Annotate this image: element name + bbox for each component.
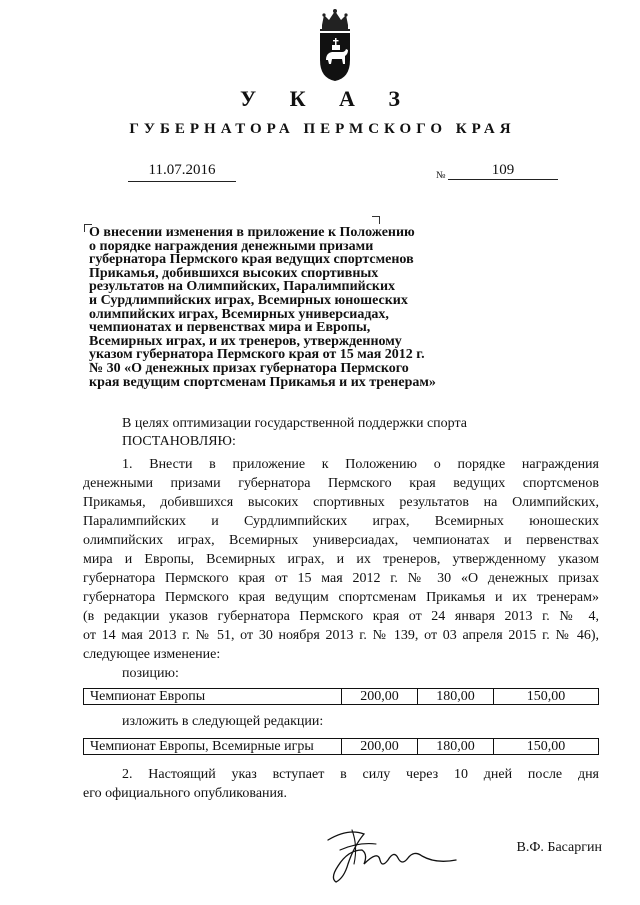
subject-line: указом губернатора Пермского края от 15 мая 2012 г. xyxy=(89,347,425,363)
item2-line: его официального опубликования. xyxy=(83,786,287,801)
subject-line: губернатора Пермского края ведущих спортсменов xyxy=(89,252,414,268)
subject-line: края ведущим спортсменам Прикамья и их тренерам» xyxy=(89,374,436,390)
item1-line: мира и Европы, Всемирных играх, и их тренеров, утвержденному указом xyxy=(83,552,599,567)
item1-line: 1. Внести в приложение к Положению о порядке награждения xyxy=(122,457,599,472)
subject-line: О внесении изменения в приложение к Положению xyxy=(89,225,415,240)
table-cell-amount-3: 150,00 xyxy=(526,739,566,754)
intro-text: В целях оптимизации государственной поддержки спорта xyxy=(122,416,467,431)
table-cell-amount-3: 150,00 xyxy=(526,689,566,704)
handwritten-signature xyxy=(318,820,460,890)
coat-of-arms-icon xyxy=(312,8,358,82)
number-underline xyxy=(448,179,558,180)
signer-name: В.Ф. Басаргин xyxy=(516,840,602,855)
position-label: позицию: xyxy=(122,666,179,681)
prize-table-new xyxy=(83,738,599,755)
item1-line: (в редакции указов губернатора Пермского края от 24 января 2013 г. № 4, xyxy=(83,609,599,624)
table-cell-competition: Чемпионат Европы, Всемирные игры xyxy=(84,739,342,754)
item1-line: олимпийских играх, Всемирных универсиадах, чемпионатах и первенствах xyxy=(83,533,599,548)
item1-line: Паралимпийских и Сурдлимпийских играх, Всемирных юношеских xyxy=(83,514,599,529)
item2-line: 2. Настоящий указ вступает в силу через 10 дней после дня xyxy=(122,767,599,782)
subject-line: и Сурдлимпийских играх, Всемирных юношеских xyxy=(89,292,408,308)
item1-line: губернатора Пермского края ведущим спортсменам Прикамья и их тренерам» xyxy=(83,590,599,605)
subject-line: Всемирных играх, и их тренеров, утвержденному xyxy=(89,333,402,349)
item1-line: от 14 мая 2013 г. № 51, от 30 ноября 2013 г. № 139, от 03 апреля 2015 г. № 46), xyxy=(83,628,599,643)
subject-line: о порядке награждения денежными призами xyxy=(89,238,374,254)
subject-line: результатов на Олимпийских, Паралимпийских xyxy=(89,279,396,295)
subject-line: олимпийских играх, Всемирных универсиадах, xyxy=(89,306,389,322)
restate-label: изложить в следующей редакции: xyxy=(122,714,324,729)
item1-line: следующее изменение: xyxy=(83,647,221,662)
decree-subject xyxy=(89,226,469,389)
decree-word: ПОСТАНОВЛЯЮ: xyxy=(122,434,236,449)
subject-line: № 30 «О денежных призах губернатора Пермского xyxy=(89,360,409,376)
prize-table-old xyxy=(83,688,599,705)
date-underline xyxy=(128,181,236,182)
item1-line: денежными призами губернатора Пермского края ведущих спортсменов xyxy=(83,476,599,491)
document-type-title: У К А З xyxy=(239,86,415,111)
decree-number: 109 xyxy=(491,162,515,178)
table-cell-amount-1: 200,00 xyxy=(342,739,418,754)
table-cell-amount-2: 180,00 xyxy=(418,739,494,754)
item1-line: губернатора Пермского края от 15 мая 2012 г. № 30 «О денежных призах xyxy=(83,571,599,586)
subject-corner-mark-right xyxy=(372,216,380,224)
number-sign: № xyxy=(436,170,446,181)
issuer-title: ГУБЕРНАТОРА ПЕРМСКОГО КРАЯ xyxy=(129,121,516,137)
table-cell-competition: Чемпионат Европы xyxy=(84,689,342,704)
item1-line: Прикамья, добившихся высоких спортивных результатов на Олимпийских, xyxy=(83,495,599,510)
subject-line: чемпионатах и первенствах мира и Европы, xyxy=(89,320,371,336)
table-cell-amount-1: 200,00 xyxy=(342,689,418,704)
table-cell-amount-2: 180,00 xyxy=(418,689,494,704)
subject-line: Прикамья, добившихся высоких спортивных xyxy=(89,265,379,281)
decree-date: 11.07.2016 xyxy=(148,162,216,178)
